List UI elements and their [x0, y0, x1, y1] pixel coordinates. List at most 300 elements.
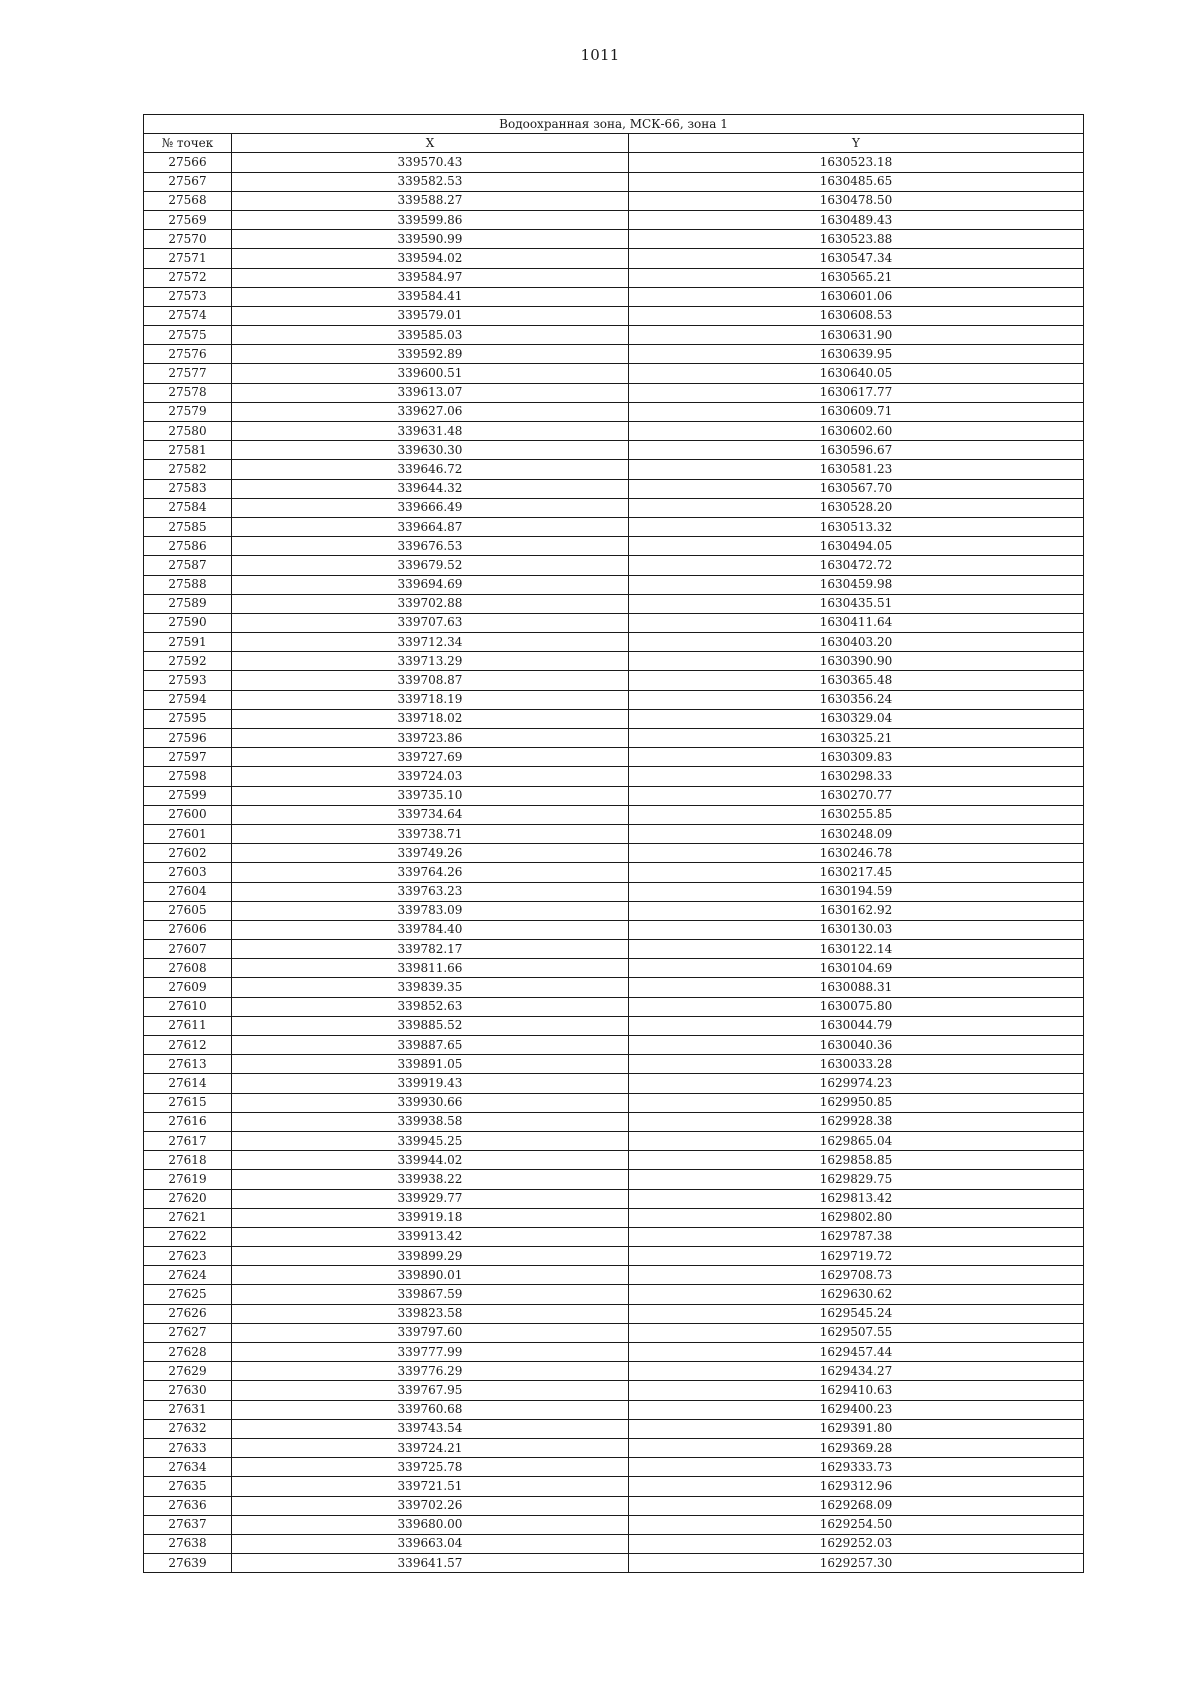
cell-x: 339708.87 — [232, 671, 629, 690]
cell-x: 339749.26 — [232, 844, 629, 863]
table-row — [144, 383, 1084, 402]
cell-x: 339702.88 — [232, 594, 629, 613]
cell-y: 1630494.05 — [629, 537, 1084, 556]
cell-y: 1630609.71 — [629, 402, 1084, 421]
cell-y: 1629268.09 — [629, 1496, 1084, 1515]
table-row — [144, 249, 1084, 268]
cell-x: 339664.87 — [232, 517, 629, 536]
cell-x: 339929.77 — [232, 1189, 629, 1208]
cell-point-number: 27610 — [144, 997, 232, 1016]
table-row — [144, 844, 1084, 863]
cell-point-number: 27598 — [144, 767, 232, 786]
cell-point-number: 27636 — [144, 1496, 232, 1515]
cell-point-number: 27578 — [144, 383, 232, 402]
cell-y: 1630547.34 — [629, 249, 1084, 268]
cell-point-number: 27606 — [144, 920, 232, 939]
cell-y: 1630390.90 — [629, 652, 1084, 671]
cell-point-number: 27600 — [144, 805, 232, 824]
table-row — [144, 1131, 1084, 1150]
cell-point-number: 27574 — [144, 306, 232, 325]
cell-y: 1630356.24 — [629, 690, 1084, 709]
cell-y: 1630246.78 — [629, 844, 1084, 863]
cell-x: 339694.69 — [232, 575, 629, 594]
cell-y: 1629434.27 — [629, 1362, 1084, 1381]
cell-x: 339891.05 — [232, 1055, 629, 1074]
cell-y: 1629369.28 — [629, 1438, 1084, 1457]
cell-x: 339594.02 — [232, 249, 629, 268]
cell-point-number: 27619 — [144, 1170, 232, 1189]
cell-y: 1630489.43 — [629, 210, 1084, 229]
cell-point-number: 27577 — [144, 364, 232, 383]
cell-x: 339630.30 — [232, 441, 629, 460]
coordinates-table — [143, 114, 1084, 1573]
cell-y: 1630162.92 — [629, 901, 1084, 920]
table-row — [144, 1285, 1084, 1304]
table-row — [144, 1534, 1084, 1553]
cell-point-number: 27603 — [144, 863, 232, 882]
cell-point-number: 27625 — [144, 1285, 232, 1304]
table-row — [144, 1515, 1084, 1534]
cell-x: 339944.02 — [232, 1151, 629, 1170]
cell-x: 339679.52 — [232, 556, 629, 575]
table-row — [144, 575, 1084, 594]
cell-y: 1630528.20 — [629, 498, 1084, 517]
table-row — [144, 345, 1084, 364]
cell-y: 1630472.72 — [629, 556, 1084, 575]
cell-point-number: 27623 — [144, 1247, 232, 1266]
cell-point-number: 27618 — [144, 1151, 232, 1170]
cell-point-number: 27585 — [144, 517, 232, 536]
table-row — [144, 748, 1084, 767]
cell-y: 1630270.77 — [629, 786, 1084, 805]
cell-y: 1630104.69 — [629, 959, 1084, 978]
cell-x: 339776.29 — [232, 1362, 629, 1381]
cell-y: 1630631.90 — [629, 326, 1084, 345]
cell-point-number: 27591 — [144, 633, 232, 652]
table-row — [144, 460, 1084, 479]
cell-x: 339631.48 — [232, 422, 629, 441]
cell-x: 339718.02 — [232, 709, 629, 728]
cell-point-number: 27581 — [144, 441, 232, 460]
table-row — [144, 767, 1084, 786]
cell-point-number: 27571 — [144, 249, 232, 268]
cell-y: 1630248.09 — [629, 824, 1084, 843]
cell-y: 1629457.44 — [629, 1343, 1084, 1362]
table-row — [144, 191, 1084, 210]
cell-x: 339680.00 — [232, 1515, 629, 1534]
table-row — [144, 210, 1084, 229]
cell-x: 339712.34 — [232, 633, 629, 652]
table-row — [144, 959, 1084, 978]
cell-point-number: 27627 — [144, 1323, 232, 1342]
cell-point-number: 27634 — [144, 1458, 232, 1477]
cell-point-number: 27573 — [144, 287, 232, 306]
cell-point-number: 27596 — [144, 729, 232, 748]
cell-point-number: 27631 — [144, 1400, 232, 1419]
table-row — [144, 1227, 1084, 1246]
cell-y: 1630513.32 — [629, 517, 1084, 536]
cell-point-number: 27612 — [144, 1036, 232, 1055]
table-row — [144, 1093, 1084, 1112]
cell-y: 1630565.21 — [629, 268, 1084, 287]
table-row — [144, 1419, 1084, 1438]
table-row — [144, 1016, 1084, 1035]
table-head — [144, 115, 1084, 153]
cell-x: 339887.65 — [232, 1036, 629, 1055]
cell-y: 1629630.62 — [629, 1285, 1084, 1304]
cell-x: 339760.68 — [232, 1400, 629, 1419]
cell-point-number: 27584 — [144, 498, 232, 517]
cell-x: 339584.41 — [232, 287, 629, 306]
cell-y: 1629719.72 — [629, 1247, 1084, 1266]
cell-y: 1630255.85 — [629, 805, 1084, 824]
cell-x: 339599.86 — [232, 210, 629, 229]
table-row — [144, 268, 1084, 287]
cell-point-number: 27593 — [144, 671, 232, 690]
table-row — [144, 1189, 1084, 1208]
cell-y: 1630523.88 — [629, 230, 1084, 249]
cell-point-number: 27608 — [144, 959, 232, 978]
cell-x: 339930.66 — [232, 1093, 629, 1112]
cell-point-number: 27621 — [144, 1208, 232, 1227]
cell-x: 339867.59 — [232, 1285, 629, 1304]
cell-x: 339738.71 — [232, 824, 629, 843]
table-row — [144, 940, 1084, 959]
cell-point-number: 27588 — [144, 575, 232, 594]
cell-x: 339613.07 — [232, 383, 629, 402]
table-row — [144, 882, 1084, 901]
cell-y: 1630309.83 — [629, 748, 1084, 767]
table-row — [144, 633, 1084, 652]
cell-x: 339735.10 — [232, 786, 629, 805]
cell-point-number: 27622 — [144, 1227, 232, 1246]
table-row — [144, 786, 1084, 805]
table-row — [144, 1554, 1084, 1573]
column-header-point-number: № точек — [144, 134, 232, 153]
table-row — [144, 1208, 1084, 1227]
cell-y: 1629813.42 — [629, 1189, 1084, 1208]
table-row — [144, 479, 1084, 498]
cell-x: 339777.99 — [232, 1343, 629, 1362]
cell-x: 339663.04 — [232, 1534, 629, 1553]
cell-point-number: 27604 — [144, 882, 232, 901]
cell-y: 1630088.31 — [629, 978, 1084, 997]
cell-point-number: 27605 — [144, 901, 232, 920]
caption-row — [144, 115, 1084, 134]
cell-x: 339823.58 — [232, 1304, 629, 1323]
table-row — [144, 1343, 1084, 1362]
cell-y: 1630329.04 — [629, 709, 1084, 728]
page-number: 1011 — [580, 46, 620, 64]
table-row — [144, 805, 1084, 824]
cell-x: 339702.26 — [232, 1496, 629, 1515]
cell-y: 1629254.50 — [629, 1515, 1084, 1534]
table-row — [144, 671, 1084, 690]
cell-x: 339783.09 — [232, 901, 629, 920]
cell-y: 1630435.51 — [629, 594, 1084, 613]
table-body — [144, 153, 1084, 1573]
cell-point-number: 27567 — [144, 172, 232, 191]
cell-y: 1629257.30 — [629, 1554, 1084, 1573]
cell-point-number: 27587 — [144, 556, 232, 575]
cell-x: 339763.23 — [232, 882, 629, 901]
cell-x: 339938.58 — [232, 1112, 629, 1131]
cell-x: 339784.40 — [232, 920, 629, 939]
cell-y: 1630640.05 — [629, 364, 1084, 383]
cell-point-number: 27629 — [144, 1362, 232, 1381]
cell-y: 1630567.70 — [629, 479, 1084, 498]
cell-x: 339811.66 — [232, 959, 629, 978]
cell-point-number: 27620 — [144, 1189, 232, 1208]
table-row — [144, 1036, 1084, 1055]
table-row — [144, 498, 1084, 517]
table-row — [144, 920, 1084, 939]
table-row — [144, 1362, 1084, 1381]
cell-x: 339588.27 — [232, 191, 629, 210]
cell-point-number: 27637 — [144, 1515, 232, 1534]
cell-y: 1630639.95 — [629, 345, 1084, 364]
cell-point-number: 27580 — [144, 422, 232, 441]
cell-y: 1629928.38 — [629, 1112, 1084, 1131]
table-row — [144, 652, 1084, 671]
cell-x: 339938.22 — [232, 1170, 629, 1189]
table-row — [144, 230, 1084, 249]
cell-y: 1630581.23 — [629, 460, 1084, 479]
cell-point-number: 27568 — [144, 191, 232, 210]
table-row — [144, 306, 1084, 325]
cell-y: 1630075.80 — [629, 997, 1084, 1016]
cell-x: 339707.63 — [232, 613, 629, 632]
cell-y: 1630033.28 — [629, 1055, 1084, 1074]
cell-x: 339767.95 — [232, 1381, 629, 1400]
cell-x: 339627.06 — [232, 402, 629, 421]
cell-x: 339592.89 — [232, 345, 629, 364]
table-row — [144, 613, 1084, 632]
cell-x: 339666.49 — [232, 498, 629, 517]
table-row — [144, 172, 1084, 191]
cell-y: 1629950.85 — [629, 1093, 1084, 1112]
cell-point-number: 27586 — [144, 537, 232, 556]
cell-y: 1629400.23 — [629, 1400, 1084, 1419]
table-row — [144, 1112, 1084, 1131]
cell-y: 1629391.80 — [629, 1419, 1084, 1438]
cell-y: 1630044.79 — [629, 1016, 1084, 1035]
cell-point-number: 27582 — [144, 460, 232, 479]
table-row — [144, 594, 1084, 613]
cell-x: 339644.32 — [232, 479, 629, 498]
cell-y: 1629333.73 — [629, 1458, 1084, 1477]
cell-y: 1629252.03 — [629, 1534, 1084, 1553]
cell-point-number: 27590 — [144, 613, 232, 632]
table-row — [144, 709, 1084, 728]
cell-x: 339724.21 — [232, 1438, 629, 1457]
table-row — [144, 690, 1084, 709]
cell-x: 339727.69 — [232, 748, 629, 767]
cell-x: 339582.53 — [232, 172, 629, 191]
table-row — [144, 402, 1084, 421]
cell-point-number: 27609 — [144, 978, 232, 997]
cell-y: 1629865.04 — [629, 1131, 1084, 1150]
cell-point-number: 27614 — [144, 1074, 232, 1093]
cell-x: 339782.17 — [232, 940, 629, 959]
table-row — [144, 1458, 1084, 1477]
cell-y: 1629802.80 — [629, 1208, 1084, 1227]
cell-y: 1630411.64 — [629, 613, 1084, 632]
table-row — [144, 1055, 1084, 1074]
cell-x: 339723.86 — [232, 729, 629, 748]
column-header-y: Y — [629, 134, 1084, 153]
cell-x: 339641.57 — [232, 1554, 629, 1573]
cell-y: 1630617.77 — [629, 383, 1084, 402]
cell-y: 1629545.24 — [629, 1304, 1084, 1323]
table-row — [144, 901, 1084, 920]
table-row — [144, 364, 1084, 383]
table-row — [144, 1074, 1084, 1093]
cell-point-number: 27633 — [144, 1438, 232, 1457]
cell-point-number: 27572 — [144, 268, 232, 287]
cell-y: 1630608.53 — [629, 306, 1084, 325]
cell-y: 1630459.98 — [629, 575, 1084, 594]
table-row — [144, 1170, 1084, 1189]
header-row — [144, 134, 1084, 153]
cell-y: 1629787.38 — [629, 1227, 1084, 1246]
cell-point-number: 27616 — [144, 1112, 232, 1131]
cell-y: 1629410.63 — [629, 1381, 1084, 1400]
cell-y: 1630040.36 — [629, 1036, 1084, 1055]
table-row — [144, 1266, 1084, 1285]
table-row — [144, 537, 1084, 556]
cell-y: 1629974.23 — [629, 1074, 1084, 1093]
table-row — [144, 978, 1084, 997]
table-row — [144, 1151, 1084, 1170]
cell-x: 339676.53 — [232, 537, 629, 556]
cell-x: 339764.26 — [232, 863, 629, 882]
cell-x: 339646.72 — [232, 460, 629, 479]
cell-x: 339913.42 — [232, 1227, 629, 1246]
cell-y: 1630523.18 — [629, 153, 1084, 172]
cell-x: 339919.18 — [232, 1208, 629, 1227]
cell-x: 339579.01 — [232, 306, 629, 325]
cell-x: 339945.25 — [232, 1131, 629, 1150]
cell-point-number: 27592 — [144, 652, 232, 671]
cell-y: 1630596.67 — [629, 441, 1084, 460]
cell-x: 339600.51 — [232, 364, 629, 383]
cell-x: 339734.64 — [232, 805, 629, 824]
table-row — [144, 556, 1084, 575]
cell-x: 339590.99 — [232, 230, 629, 249]
cell-y: 1629858.85 — [629, 1151, 1084, 1170]
cell-x: 339890.01 — [232, 1266, 629, 1285]
table-row — [144, 997, 1084, 1016]
cell-point-number: 27599 — [144, 786, 232, 805]
cell-point-number: 27595 — [144, 709, 232, 728]
column-header-x: X — [232, 134, 629, 153]
cell-x: 339797.60 — [232, 1323, 629, 1342]
cell-point-number: 27613 — [144, 1055, 232, 1074]
cell-point-number: 27617 — [144, 1131, 232, 1150]
cell-point-number: 27579 — [144, 402, 232, 421]
cell-x: 339570.43 — [232, 153, 629, 172]
cell-point-number: 27583 — [144, 479, 232, 498]
cell-y: 1630403.20 — [629, 633, 1084, 652]
cell-point-number: 27569 — [144, 210, 232, 229]
cell-x: 339584.97 — [232, 268, 629, 287]
table-row — [144, 517, 1084, 536]
cell-point-number: 27635 — [144, 1477, 232, 1496]
cell-x: 339713.29 — [232, 652, 629, 671]
table-row — [144, 1438, 1084, 1457]
cell-point-number: 27602 — [144, 844, 232, 863]
table-row — [144, 863, 1084, 882]
cell-y: 1630130.03 — [629, 920, 1084, 939]
cell-x: 339724.03 — [232, 767, 629, 786]
cell-x: 339839.35 — [232, 978, 629, 997]
cell-point-number: 27638 — [144, 1534, 232, 1553]
table-row — [144, 1477, 1084, 1496]
cell-point-number: 27626 — [144, 1304, 232, 1323]
cell-x: 339885.52 — [232, 1016, 629, 1035]
cell-point-number: 27570 — [144, 230, 232, 249]
table-caption: Водоохранная зона, МСК-66, зона 1 — [144, 115, 1084, 134]
cell-point-number: 27624 — [144, 1266, 232, 1285]
cell-y: 1629829.75 — [629, 1170, 1084, 1189]
cell-y: 1630194.59 — [629, 882, 1084, 901]
cell-point-number: 27611 — [144, 1016, 232, 1035]
cell-x: 339718.19 — [232, 690, 629, 709]
cell-x: 339852.63 — [232, 997, 629, 1016]
table-row — [144, 824, 1084, 843]
cell-y: 1630485.65 — [629, 172, 1084, 191]
cell-y: 1630325.21 — [629, 729, 1084, 748]
cell-point-number: 27575 — [144, 326, 232, 345]
table-row — [144, 1304, 1084, 1323]
table-row — [144, 1496, 1084, 1515]
cell-point-number: 27597 — [144, 748, 232, 767]
table-row — [144, 729, 1084, 748]
cell-x: 339743.54 — [232, 1419, 629, 1438]
cell-y: 1629708.73 — [629, 1266, 1084, 1285]
cell-y: 1629507.55 — [629, 1323, 1084, 1342]
cell-y: 1630122.14 — [629, 940, 1084, 959]
cell-point-number: 27615 — [144, 1093, 232, 1112]
cell-point-number: 27630 — [144, 1381, 232, 1400]
cell-x: 339725.78 — [232, 1458, 629, 1477]
cell-x: 339899.29 — [232, 1247, 629, 1266]
table-row — [144, 1381, 1084, 1400]
cell-point-number: 27632 — [144, 1419, 232, 1438]
cell-point-number: 27628 — [144, 1343, 232, 1362]
cell-point-number: 27639 — [144, 1554, 232, 1573]
cell-point-number: 27576 — [144, 345, 232, 364]
cell-point-number: 27566 — [144, 153, 232, 172]
cell-x: 339919.43 — [232, 1074, 629, 1093]
table-row — [144, 422, 1084, 441]
cell-y: 1630601.06 — [629, 287, 1084, 306]
table-row — [144, 153, 1084, 172]
table-row — [144, 1400, 1084, 1419]
cell-x: 339585.03 — [232, 326, 629, 345]
cell-y: 1630365.48 — [629, 671, 1084, 690]
table-row — [144, 441, 1084, 460]
cell-y: 1629312.96 — [629, 1477, 1084, 1496]
table-row — [144, 287, 1084, 306]
cell-point-number: 27601 — [144, 824, 232, 843]
table-row — [144, 1323, 1084, 1342]
table-row — [144, 326, 1084, 345]
cell-x: 339721.51 — [232, 1477, 629, 1496]
cell-y: 1630602.60 — [629, 422, 1084, 441]
cell-y: 1630217.45 — [629, 863, 1084, 882]
